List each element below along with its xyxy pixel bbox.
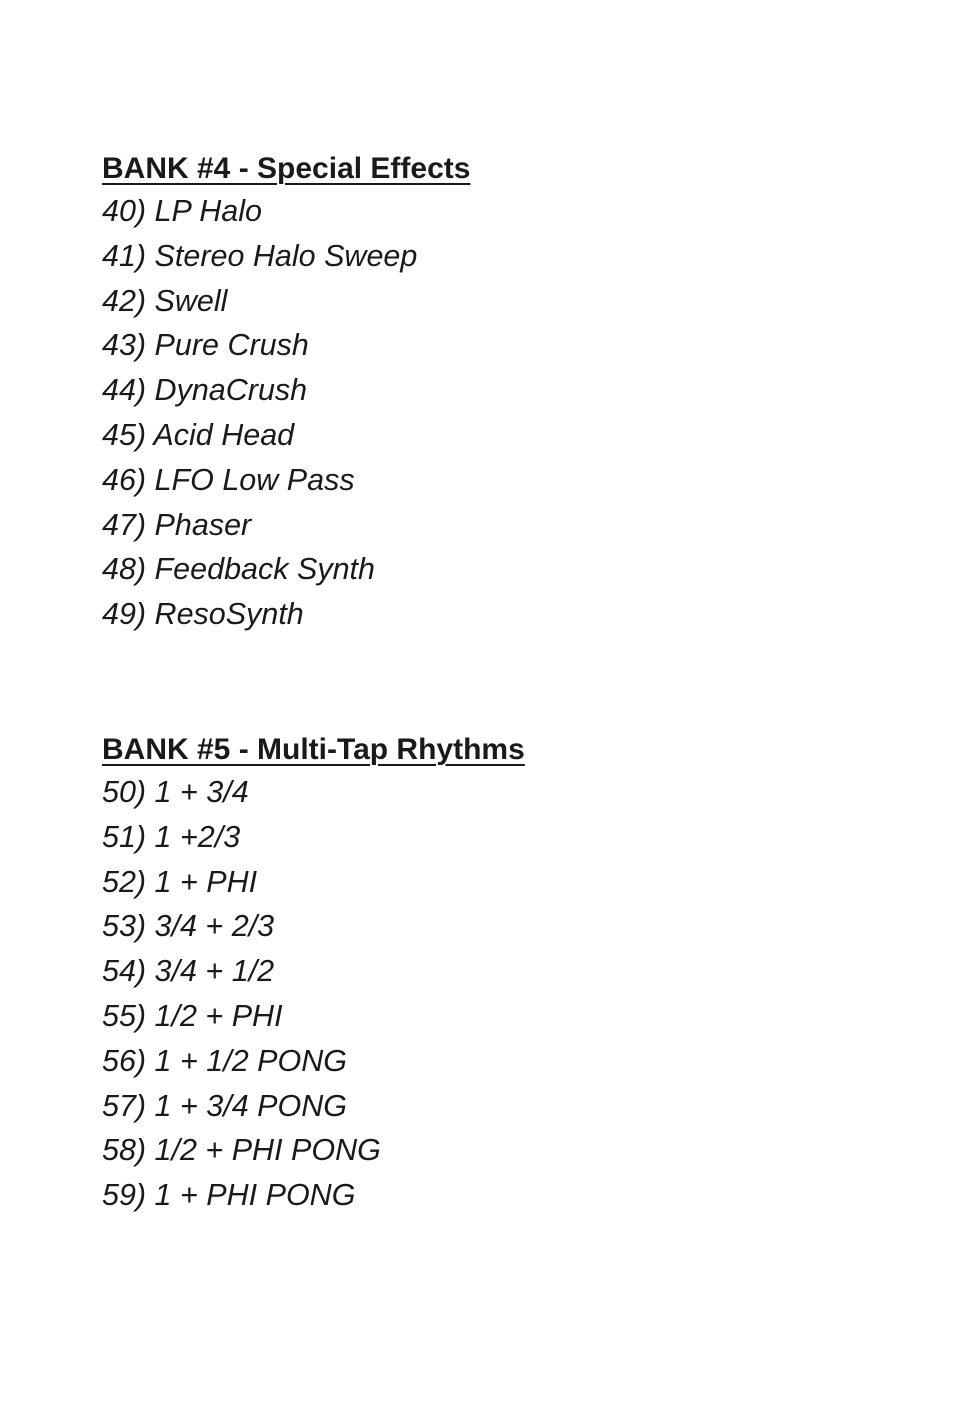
- preset-item: 57) 1 + 3/4 PONG: [102, 1088, 347, 1123]
- preset-item: 53) 3/4 + 2/3: [102, 909, 275, 944]
- bank-5-heading: BANK #5 - Multi-Tap Rhythms: [102, 733, 525, 766]
- preset-item: 56) 1 + 1/2 PONG: [102, 1043, 347, 1078]
- preset-item: 58) 1/2 + PHI PONG: [102, 1133, 381, 1168]
- bank-4-preset-list: [102, 189, 882, 637]
- preset-item: 40) LP Halo: [102, 194, 262, 228]
- preset-item: 50) 1 + 3/4: [102, 775, 249, 809]
- preset-item: 52) 1 + PHI: [102, 864, 258, 899]
- bank-4-section: [102, 149, 882, 637]
- preset-item: 41) Stereo Halo Sweep: [102, 238, 418, 273]
- preset-item: 51) 1 +2/3: [102, 819, 241, 854]
- bank-5-preset-list: [102, 770, 882, 1218]
- preset-item: 46) LFO Low Pass: [102, 462, 355, 497]
- preset-item: 42) Swell: [102, 283, 228, 318]
- preset-item: 48) Feedback Synth: [102, 552, 375, 587]
- preset-item: 44) DynaCrush: [102, 373, 308, 408]
- preset-item: 49) ResoSynth: [102, 597, 304, 632]
- bank-4-heading: BANK #4 - Special Effects: [102, 152, 471, 185]
- preset-item: 43) Pure Crush: [102, 328, 309, 363]
- preset-item: 59) 1 + PHI PONG: [102, 1178, 356, 1213]
- bank-5-section: [102, 730, 882, 1218]
- preset-item: 45) Acid Head: [102, 417, 295, 452]
- preset-item: 47) Phaser: [102, 507, 252, 542]
- preset-item: 54) 3/4 + 1/2: [102, 954, 275, 989]
- preset-item: 55) 1/2 + PHI: [102, 998, 283, 1033]
